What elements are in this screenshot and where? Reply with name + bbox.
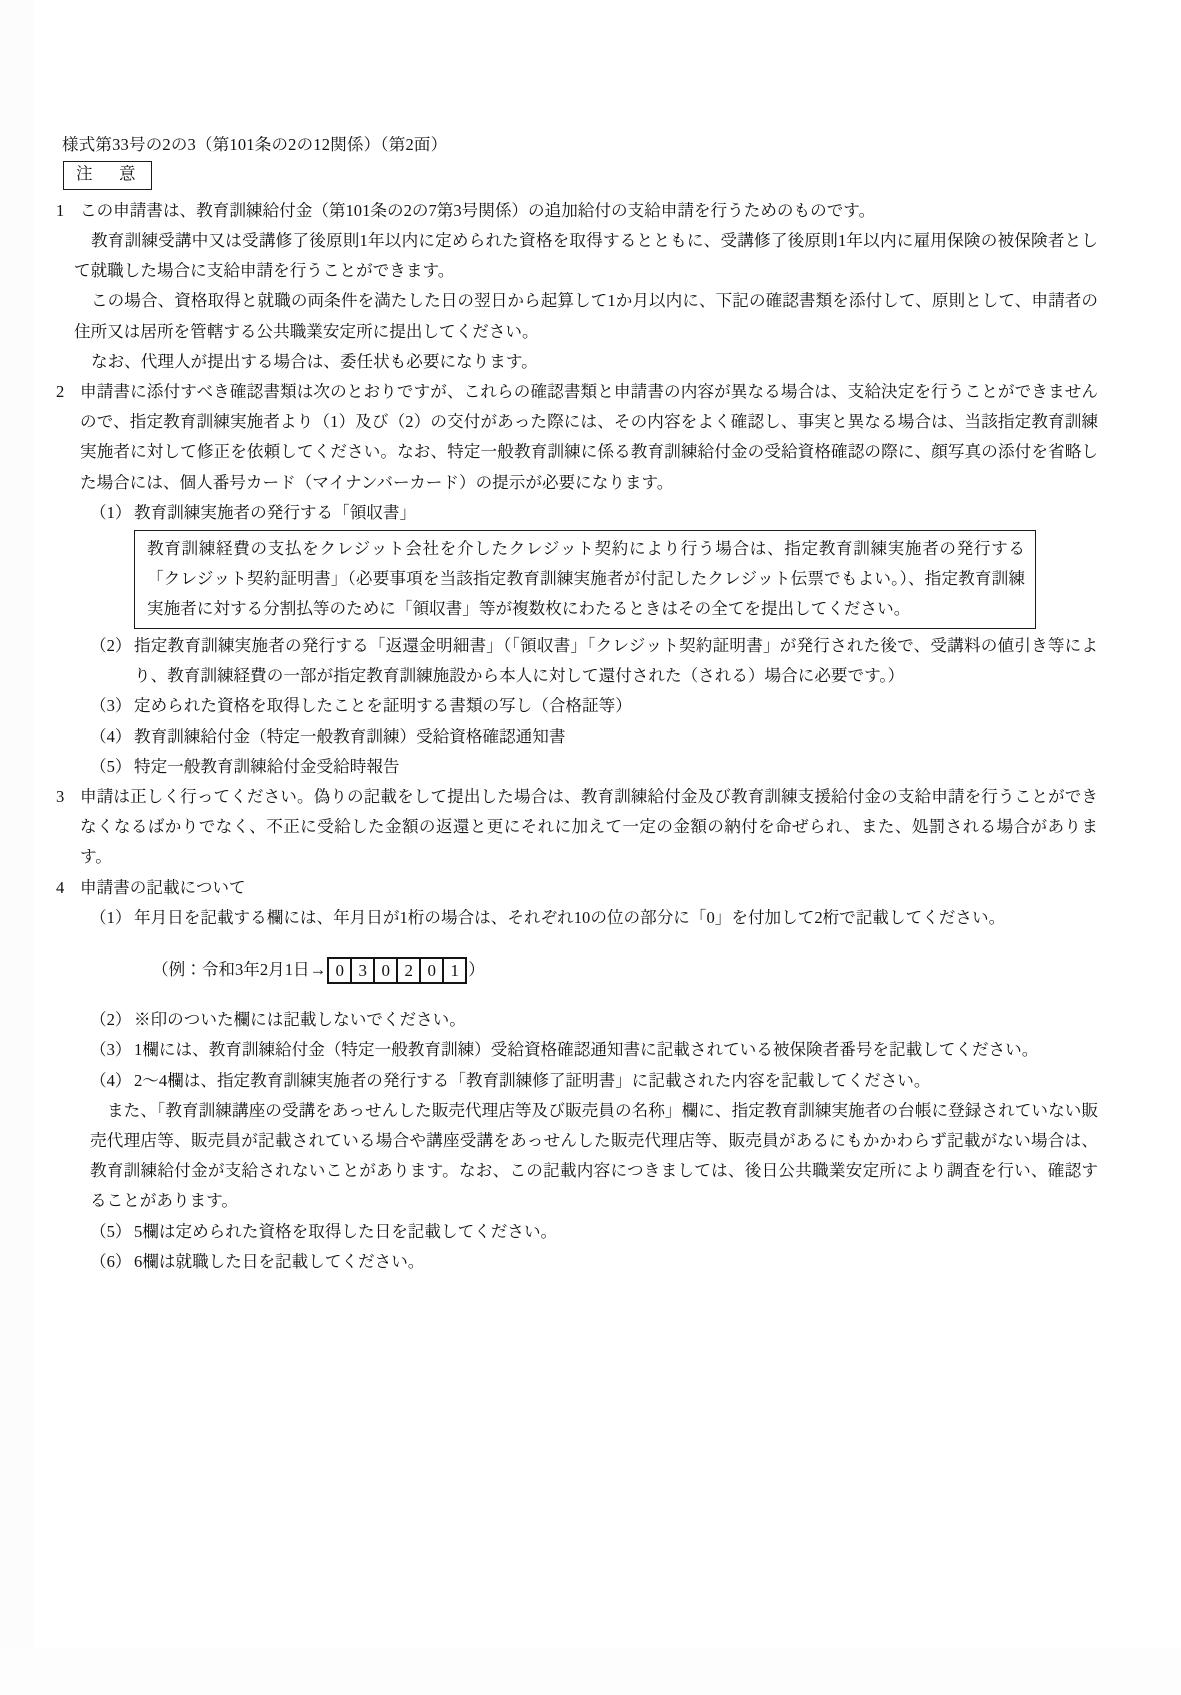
item-3-paragraph-1: 申請は正しく行ってください。偽りの記載をして提出した場合は、教育訓練給付金及び教育訓練支援給付金の支給申請を行うことができなくなるばかりでなく、不正に受給した金額の返還と更にそれに加えて一定の金額の納付を命ぜられ、また、処罰される場合があります。 [80,786,1098,867]
digit-cell-6: 1 [450,960,459,980]
subitem-2-4-label: （4） [90,726,132,746]
item-1-paragraph-4: なお、代理人が提出する場合は、委任状も必要になります。 [91,351,538,371]
item-2-paragraph-1: 申請書に添付すべき確認書類は次のとおりですが、これらの確認書類と申請書の内容が異なる場合は、支給決定を行うことができませんので、指定教育訓練実施者より（1）及び（2）の交付があった際には、その内容をよく確認し、事実と異なる場合は、当該指定教育訓練実施者に対して修正を依頼してください。なお、特定一般教育訓練に係る教育訓練給付金の受給資格確認の際に、顔写真の添付を省略した場合には、個人番号カード（マイナンバーカード）の提示が必要になります。 [80,381,1098,492]
subitem-4-5 [56,1217,1098,1247]
digit-cell-4: 2 [398,959,421,982]
digit-cell-2: 3 [352,959,375,982]
subitem-4-6-text: 6欄は就職した日を記載してください。 [134,1251,425,1271]
subitem-2-5 [56,752,1098,782]
item-number-3: 3 [56,786,65,806]
item-number-4: 4 [56,877,65,897]
subitem-4-3-text: 1欄には、教育訓練給付金（特定一般教育訓練）受給資格確認通知書に記載されている被保険者番号を記載してください。 [134,1040,1039,1060]
subitem-4-4-text: 2～4欄は、指定教育訓練実施者の発行する「教育訓練修了証明書」に記載された内容を記載してください。 [134,1070,931,1090]
subitem-4-3 [56,1035,1098,1065]
subitem-2-5-text: 特定一般教育訓練給付金受給時報告 [134,756,400,776]
subitem-4-4 [56,1066,1098,1096]
subitem-4-4-label: （4） [90,1070,132,1090]
subitem-4-2 [56,1005,1098,1035]
item-number-1: 1 [56,200,65,220]
subitem-4-6 [56,1247,1098,1277]
credit-contract-note-box: 教育訓練経費の支払をクレジット会社を介したクレジット契約により行う場合は、指定教育訓練実施者の発行する「クレジット契約証明書」（必要事項を当該指定教育訓練実施者が付記したクレジット伝票でもよい。）、指定教育訓練実施者に対する分割払等のために「領収書」等が複数枚にわたるときはその全てを提出してください。 [134,530,1036,629]
document-content [56,134,1098,1277]
digit-cell-3: 0 [375,959,398,982]
subitem-2-2-label: （2） [90,635,132,655]
notice-heading-badge: 注 意 [63,161,152,189]
subitem-2-5-label: （5） [90,756,132,776]
subitem-2-3-text: 定められた資格を取得したことを証明する書類の写し（合格証等） [134,696,632,716]
subitem-2-2 [56,631,1098,691]
item-1-paragraph-2: 教育訓練受講中又は受講修了後原則1年以内に定められた資格を取得するとともに、受講修了後原則1年以内に雇用保険の被保険者として就職した場合に支給申請を行うことができます。 [74,230,1098,281]
subitem-2-2-text: 指定教育訓練実施者の発行する「返還金明細書」（「領収書」「クレジット契約証明書」が発行された後で、受講料の値引き等により、教育訓練経費の一部が指定教育訓練施設から本人に対して還付された（される）場合に必要です。） [134,635,1098,686]
subitem-4-5-label: （5） [90,1221,132,1241]
subitem-4-5-text: 5欄は定められた資格を取得した日を記載してください。 [134,1221,558,1241]
date-example-suffix: ） [468,959,485,979]
subitem-4-4-continuation: また、「教育訓練講座の受講をあっせんした販売代理店等及び販売員の名称」欄に、指定教育訓練実施者の台帳に登録されていない販売代理店等、販売員が記載されている場合や講座受講をあっせんした販売代理店等、販売員があるにもかかわらず記載がない場合は、教育訓練給付金が支給されないことがあります。なお、この記載内容につきましては、後日公共職業安定所により調査を行い、確認することがあります。 [90,1100,1098,1211]
item-4-paragraph-1: 申請書の記載について [80,877,246,897]
subitem-2-1-text: 教育訓練実施者の発行する「領収書」 [134,502,417,522]
subitem-2-1 [56,498,1098,528]
date-format-example [56,955,1098,985]
subitem-2-3 [56,691,1098,721]
subitem-4-6-label: （6） [90,1251,132,1271]
notice-item-2 [56,377,1098,782]
subitem-4-3-label: （3） [90,1040,132,1060]
item-1-paragraph-1: この申請書は、教育訓練給付金（第101条の2の7第3号関係）の追加給付の支給申請を行うためのものです。 [80,200,876,220]
subitem-4-2-text: ※印のついた欄には記載しないでください。 [134,1010,466,1030]
subitem-2-4-text: 教育訓練給付金（特定一般教育訓練）受給資格確認通知書 [134,726,566,746]
item-1-paragraph-3: この場合、資格取得と就職の両条件を満たした日の翌日から起算して1か月以内に、下記の確認書類を添付して、原則として、申請者の住所又は居所を管轄する公共職業安定所に提出してください。 [74,291,1098,341]
digit-cell-1: 0 [329,959,352,982]
subitem-2-1-label: （1） [90,502,132,522]
subitem-4-1-text: 年月日を記載する欄には、年月日が1桁の場合は、それぞれ10の位の部分に「0」を付加して2桁で記載してください。 [134,907,1006,927]
notice-item-3 [56,782,1098,873]
subitem-4-2-label: （2） [90,1010,132,1030]
item-number-2: 2 [56,381,65,401]
notice-item-4 [56,873,1098,1277]
subitem-4-1 [56,903,1098,933]
subitem-2-4 [56,722,1098,752]
subitem-4-1-label: （1） [90,907,132,927]
notice-item-1 [56,196,1098,377]
subitem-2-3-label: （3） [90,696,132,716]
date-example-digit-boxes [327,957,467,984]
date-example-prefix: （例：令和3年2月1日→ [152,959,327,979]
digit-cell-5: 0 [421,959,444,982]
scan-margin-left [0,0,34,1695]
form-reference: 様式第33号の2の3（第101条の2の12関係）（第2面） [62,135,448,154]
scan-margin-bottom [0,1649,1181,1695]
